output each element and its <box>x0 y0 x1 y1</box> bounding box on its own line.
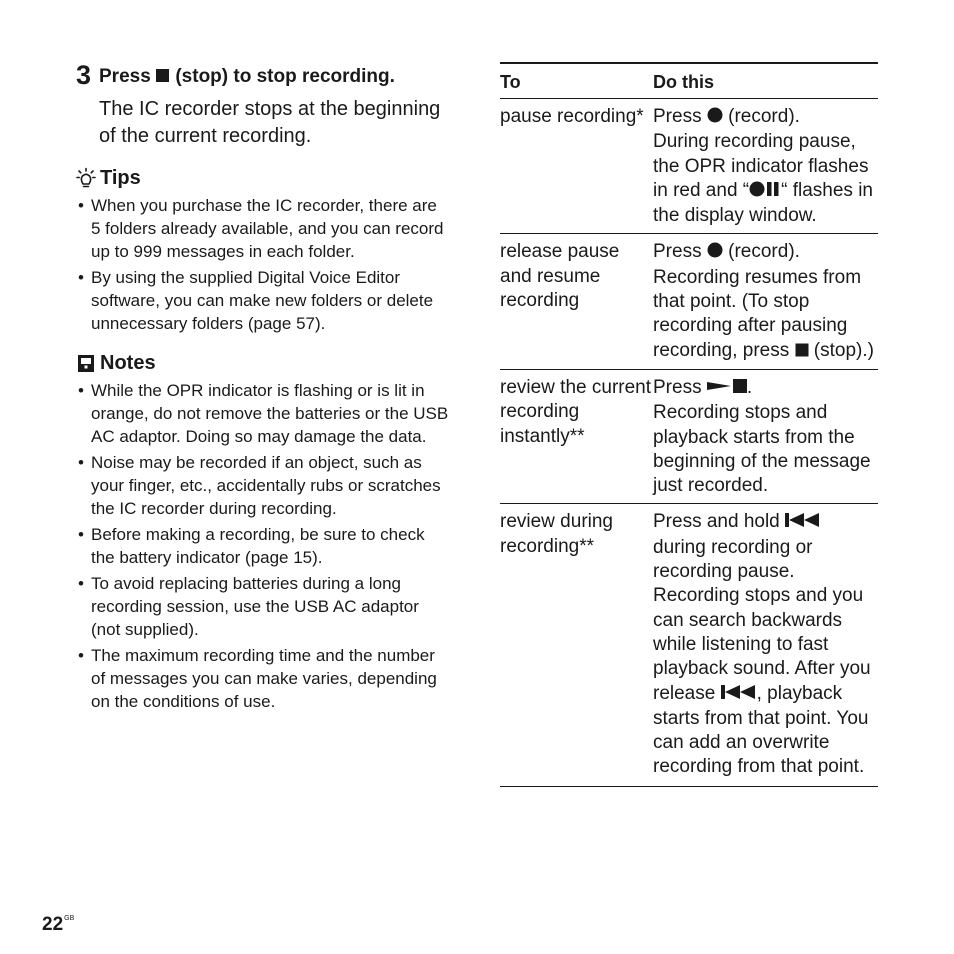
page-number-value: 22 <box>42 914 64 935</box>
list-item-text: Noise may be recorded if an object, such as your finger, etc., accidentally rubs or scratches the IC recorder during recording. <box>91 453 441 518</box>
cell-text: Press and hold <box>653 511 780 533</box>
bullet-icon: • <box>78 525 84 544</box>
tips-heading-label: Tips <box>100 167 141 189</box>
left-column <box>76 60 451 716</box>
table-cell-do <box>653 369 878 503</box>
bullet-icon: • <box>78 381 84 400</box>
table-row <box>500 369 878 503</box>
list-item <box>76 523 451 569</box>
rewind-icon <box>785 511 821 535</box>
table-cell-to: review during recording** <box>500 511 613 557</box>
right-column <box>500 62 878 787</box>
cell-text: Press <box>653 376 702 398</box>
cell-text: (stop).) <box>813 339 874 361</box>
list-item-text: By using the supplied Digital Voice Editor software, you can make new folders or delete unnecessary folders (page 57). <box>91 268 434 333</box>
table-cell-do <box>653 504 878 786</box>
column-header-do-this: Do this <box>653 63 878 99</box>
notes-list <box>76 379 451 713</box>
bullet-icon: • <box>78 453 84 472</box>
lightbulb-icon <box>76 167 96 189</box>
cell-text: “ flashes in the display window. <box>653 179 873 227</box>
step-body: The IC recorder stops at the beginning of the current recording. <box>99 98 441 147</box>
page-region-code: GB <box>64 915 75 922</box>
list-item-text: While the OPR indicator is flashing or is lit in orange, do not remove the batteries or the USB AC adaptor. Doing so may damage the data. <box>91 381 449 446</box>
page-number <box>42 908 74 936</box>
list-item <box>76 194 451 263</box>
record-icon <box>707 241 723 265</box>
column-header-to: To <box>500 63 653 99</box>
table-cell-to: pause recording* <box>500 99 653 234</box>
cell-text: During recording pause, the OPR indicator flashes in red and “ <box>653 131 869 201</box>
cell-text: . <box>746 376 753 398</box>
list-item <box>76 644 451 713</box>
list-item-text: Before making a recording, be sure to check the battery indicator (page 15). <box>91 525 425 567</box>
list-item <box>76 379 451 448</box>
tips-heading <box>76 166 451 190</box>
stop-icon <box>795 340 809 364</box>
cell-text: Press <box>653 241 702 263</box>
table-header-row <box>500 63 878 99</box>
step-title-post: (stop) to stop recording. <box>175 66 395 87</box>
rewind-icon <box>721 683 757 707</box>
table-row <box>500 99 878 234</box>
record-icon <box>707 106 723 130</box>
list-item-text: To avoid replacing batteries during a long recording session, use the USB AC adaptor (not supplied). <box>91 574 419 639</box>
list-item-text: When you purchase the IC recorder, there are 5 folders already available, and you can record up to 999 messages in each folder. <box>91 196 444 261</box>
cell-text: Recording stops and playback starts from the beginning of the message just recorded. <box>653 402 871 497</box>
cell-text: during recording or recording pause. Recording stops and you can search backwards while listening to fast playback sound. After you release <box>653 536 871 704</box>
cell-text: , playback starts from that point. You can add an overwrite recording from that point. <box>653 682 869 778</box>
table-cell-do <box>653 234 878 369</box>
stop-icon <box>156 67 170 89</box>
operations-table <box>500 62 878 787</box>
table-cell-do <box>653 99 878 234</box>
table-row <box>500 504 878 786</box>
bullet-icon: • <box>78 646 84 665</box>
step-heading <box>76 60 451 92</box>
step-title <box>99 66 395 89</box>
cell-text: Press <box>653 106 702 127</box>
note-icon <box>76 352 96 374</box>
table-row <box>500 234 878 369</box>
list-item <box>76 266 451 335</box>
step-title-pre: Press <box>99 66 151 87</box>
bullet-icon: • <box>78 196 84 215</box>
cell-text: (record). <box>728 241 800 263</box>
bullet-icon: • <box>78 268 84 287</box>
table-cell-to: review the current recording instantly** <box>500 369 653 503</box>
bullet-icon: • <box>78 574 84 593</box>
record-pause-icon <box>749 180 781 204</box>
list-item-text: The maximum recording time and the number of messages you can make varies, depending on the conditions of use. <box>91 646 437 711</box>
notes-heading-label: Notes <box>100 352 156 374</box>
list-item <box>76 451 451 520</box>
cell-text: Recording resumes from that point. (To stop recording after pausing recording, press <box>653 266 862 361</box>
notes-heading <box>76 351 451 375</box>
step-number: 3 <box>76 60 92 90</box>
list-item <box>76 572 451 641</box>
cell-text: (record). <box>728 106 800 127</box>
play-stop-icon <box>707 377 747 401</box>
table-cell-to: release pause and resume recording <box>500 234 653 369</box>
tips-list <box>76 194 451 335</box>
